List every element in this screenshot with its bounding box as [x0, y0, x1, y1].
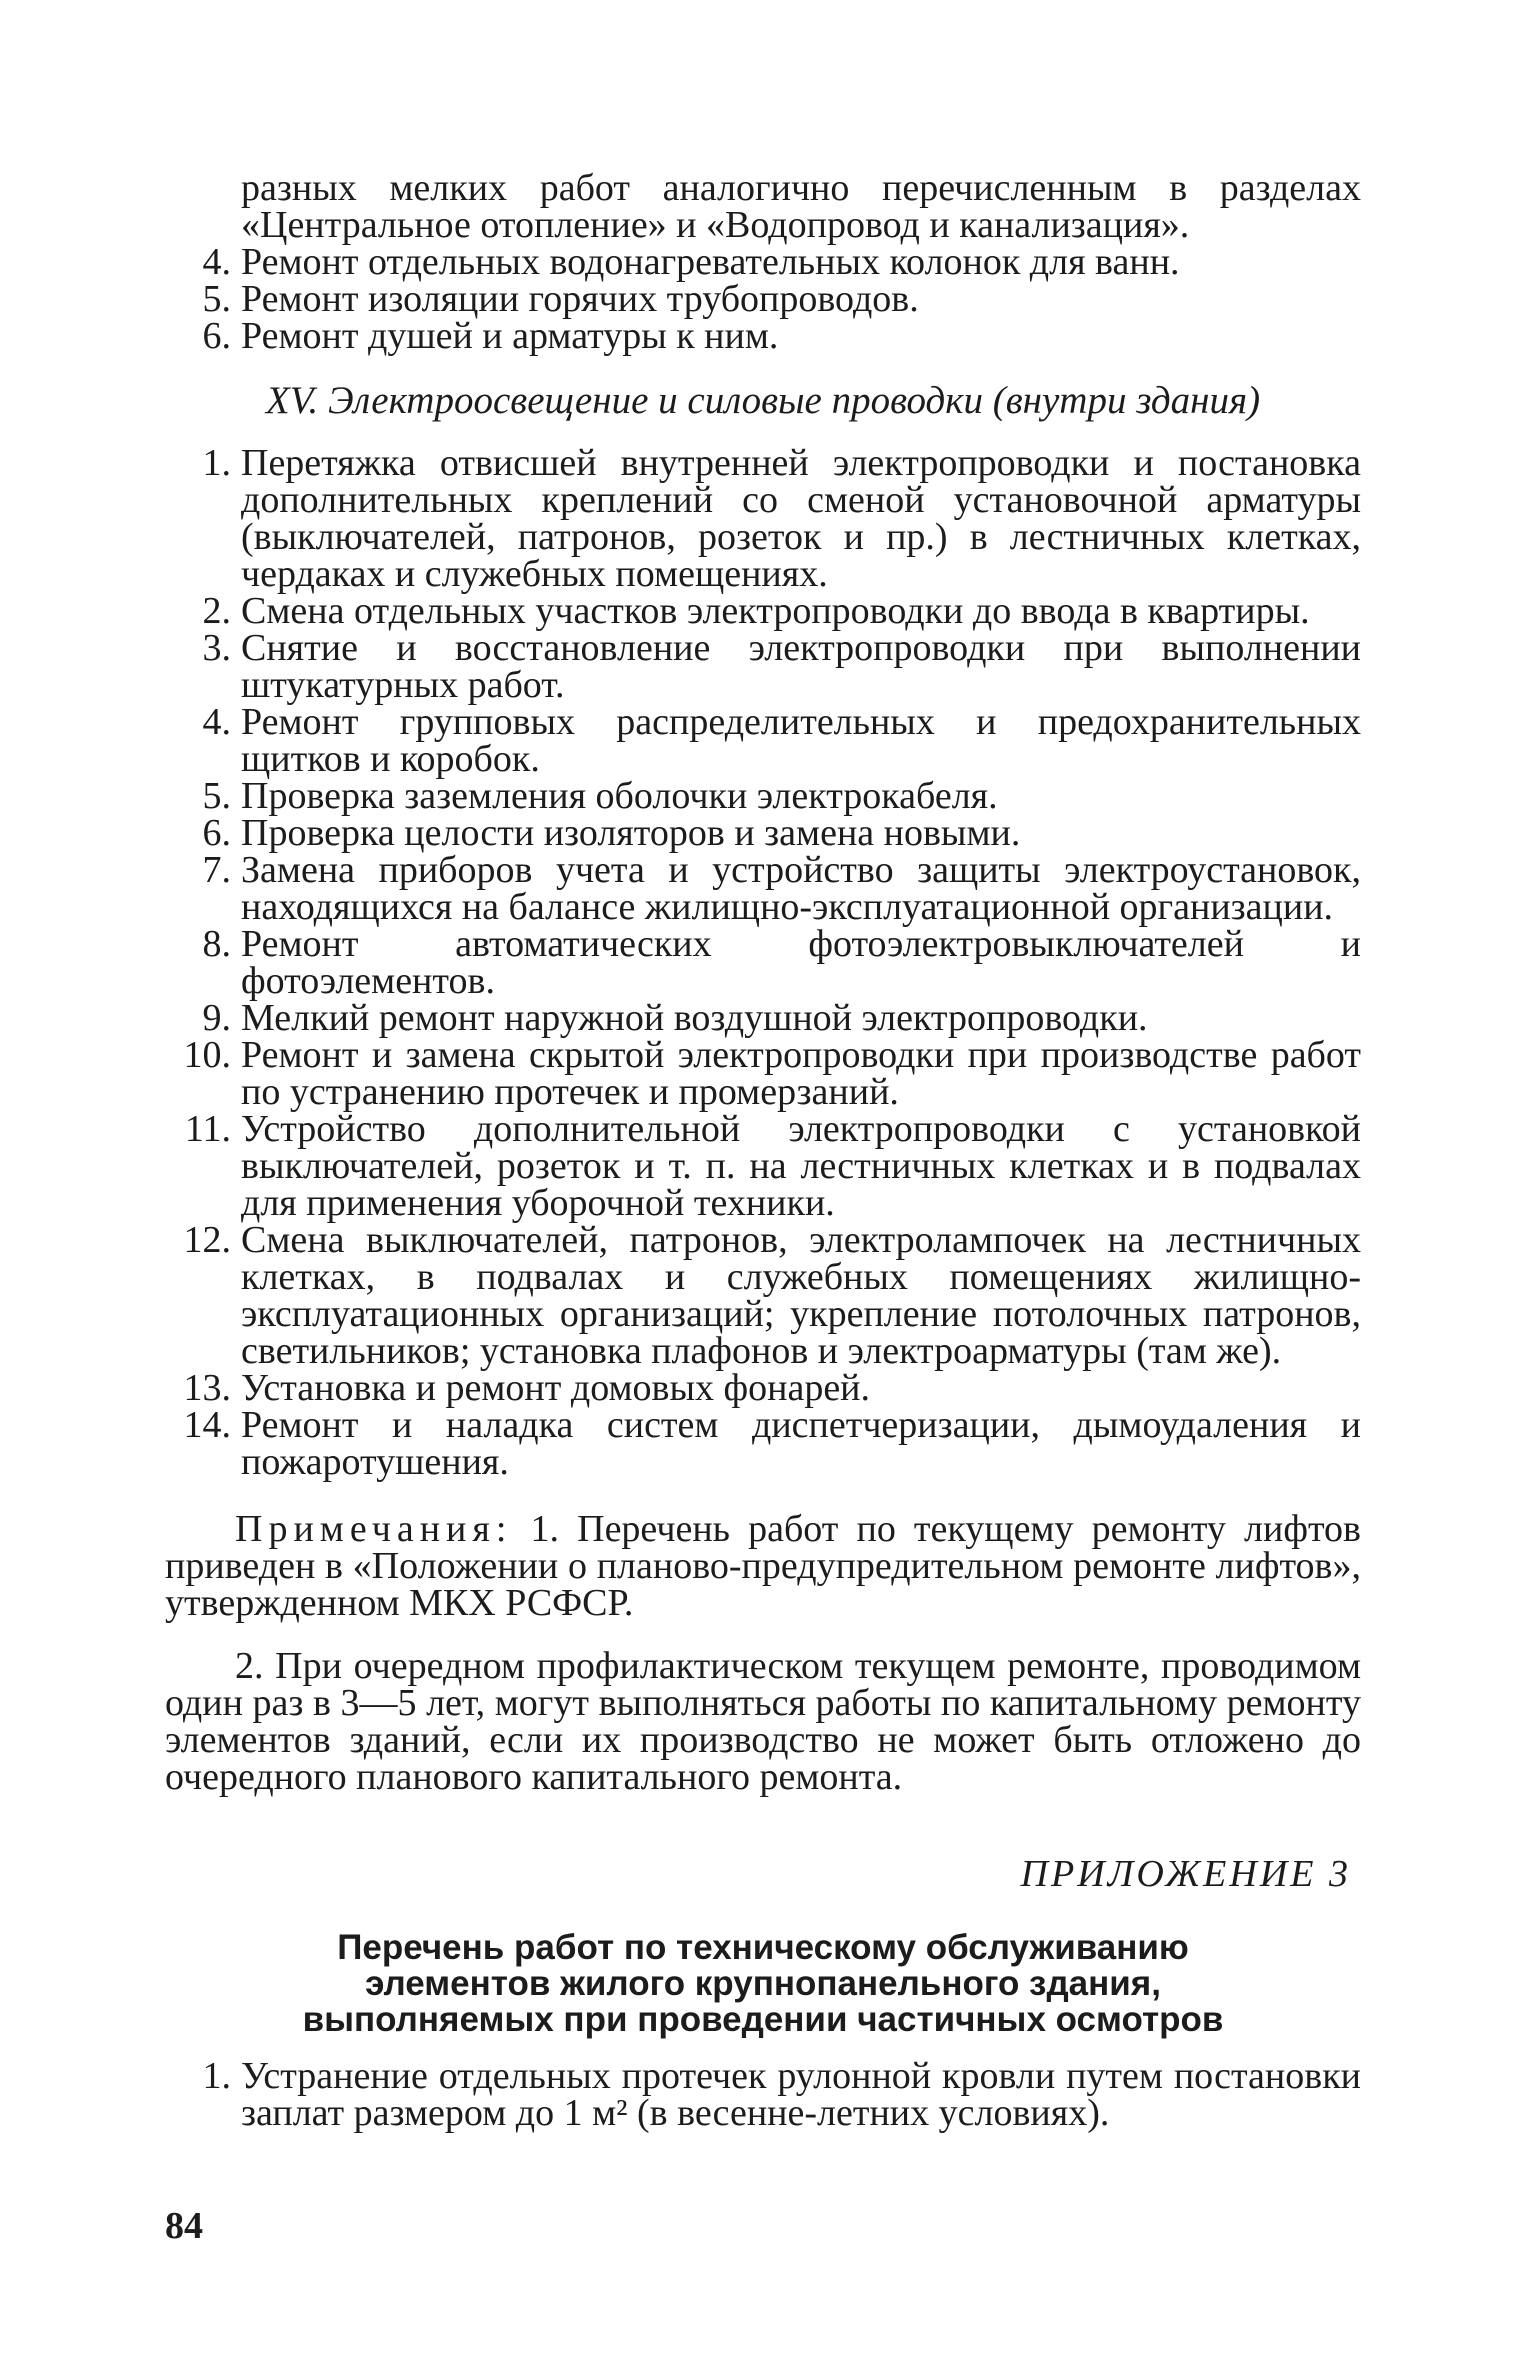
- notes-block: [165, 1508, 1361, 1798]
- list-item: [165, 278, 1361, 320]
- list-item: [165, 1108, 1361, 1224]
- item-text: Перетяжка отвисшей внутренней электропроводки и постановка дополнительных креплений со сменой установочной арматуры (выключателей, патронов, розеток и пр.) в лестничных клетках, чердаках и служебных помещениях.: [241, 442, 1361, 595]
- list-item: [165, 241, 1361, 283]
- item-text: Смена отдельных участков электропроводки до ввода в квартиры.: [241, 590, 1310, 632]
- appendix-label: ПРИЛОЖЕНИЕ 3: [1020, 1853, 1351, 1895]
- item-text: Ремонт отдельных водонагревательных колонок для ванн.: [241, 241, 1180, 283]
- item-number: 8.: [202, 923, 231, 965]
- item-number: 1.: [202, 2055, 231, 2097]
- item-text: Ремонт автоматических фотоэлектровыключателей и фотоэлементов.: [241, 923, 1361, 1002]
- item-text: Ремонт и замена скрытой электропроводки при производстве работ по устранению протечек и промерзаний.: [241, 1034, 1361, 1113]
- list-item: [165, 1404, 1361, 1483]
- list-item: [165, 315, 1361, 357]
- list-item: [165, 1219, 1361, 1372]
- notes-label: Примечания:: [235, 1508, 513, 1550]
- section15-list: [165, 442, 1361, 1483]
- list-item: [165, 775, 1361, 817]
- intro-line: «Центральное отопление» и «Водопровод и канализация».: [241, 204, 1190, 246]
- item-number: 10.: [183, 1034, 231, 1076]
- page-number: 84: [165, 2205, 203, 2247]
- item-text: Устройство дополнительной электропроводки с установкой выключателей, розеток и т. п. на лестничных клетках и в подвалах для применения уборочной техники.: [241, 1108, 1361, 1224]
- item-number: 5.: [202, 278, 231, 320]
- item-number: 14.: [183, 1404, 231, 1446]
- list-item: [165, 1367, 1361, 1409]
- item-text: Проверка заземления оболочки электрокабеля.: [241, 775, 998, 817]
- item-number: 6.: [202, 812, 231, 854]
- item-text: Ремонт и наладка систем диспетчеризации, дымоудаления и пожаротушения.: [241, 1404, 1361, 1483]
- section-heading: XV. Электроосвещение и силовые проводки (внутри здания): [265, 379, 1261, 422]
- page-content: [165, 167, 1361, 2134]
- appendix-title-line: выполняемых при проведении частичных осмотров: [302, 2000, 1224, 2039]
- item-number: 13.: [183, 1367, 231, 1409]
- item-text: Установка и ремонт домовых фонарей.: [241, 1367, 871, 1409]
- intro-line: разных мелких работ аналогично перечисленным в разделах: [241, 167, 1361, 209]
- item-number: 4.: [202, 241, 231, 283]
- item-text: Ремонт групповых распределительных и предохранительных щитков и коробок.: [241, 701, 1361, 780]
- item-text: Проверка целости изоляторов и замена новыми.: [241, 812, 1021, 854]
- item-number: 1.: [202, 442, 231, 484]
- list-item: [165, 849, 1361, 928]
- item-number: 11.: [184, 1108, 231, 1150]
- item-number: 9.: [202, 997, 231, 1039]
- item-number: 2.: [202, 590, 231, 632]
- item-text: Устранение отдельных протечек рулонной кровли путем постановки заплат размером до 1 м² (в весенне-летних условиях).: [241, 2055, 1361, 2134]
- note-1: [165, 1508, 1361, 1624]
- item-number: 5.: [202, 775, 231, 817]
- item-text: Ремонт изоляции горячих трубопроводов.: [241, 278, 919, 320]
- item-number: 12.: [183, 1219, 231, 1261]
- appendix-title-line: элементов жилого крупнопанельного здания,: [365, 1964, 1161, 2003]
- list-item: [165, 812, 1361, 854]
- list-item: [165, 1034, 1361, 1113]
- item-text: Замена приборов учета и устройство защиты электроустановок, находящихся на балансе жилищно-эксплуатационной организации.: [241, 849, 1361, 928]
- item-number: 7.: [202, 849, 231, 891]
- item-number: 6.: [202, 315, 231, 357]
- item-text: Снятие и восстановление электропроводки при выполнении штукатурных работ.: [241, 627, 1361, 706]
- list-item: [165, 923, 1361, 1002]
- list-item: [165, 590, 1361, 632]
- appendix-title: [165, 1930, 1361, 2038]
- list-item: [165, 997, 1361, 1039]
- list-item: [165, 627, 1361, 706]
- section14-tail-list: [165, 241, 1361, 357]
- item-text: Мелкий ремонт наружной воздушной электропроводки.: [241, 997, 1148, 1039]
- note-1-text: 1. Перечень работ по текущему ремонту лифтов приведен в «Положении о планово-предупредительном ремонте лифтов», утвержденном МКХ РСФСР.: [165, 1508, 1361, 1624]
- item-number: 3.: [202, 627, 231, 669]
- appendix-list-item: [165, 2055, 1361, 2134]
- item-text: Ремонт душей и арматуры к ним.: [241, 315, 779, 357]
- list-item: [165, 701, 1361, 780]
- note-2: 2. При очередном профилактическом текущем ремонте, проводимом один раз в 3—5 лет, могут выполняться работы по капитальному ремонту элементов зданий, если их производство не может быть отложено до очередного планового капитального ремонта.: [165, 1645, 1361, 1798]
- appendix-title-line: Перечень работ по техническому обслуживанию: [337, 1928, 1189, 1967]
- list-item: [165, 442, 1361, 595]
- item-number: 4.: [202, 701, 231, 743]
- item-text: Смена выключателей, патронов, электролампочек на лестничных клетках, в подвалах и служебных помещениях жилищно-эксплуатационных организаций; укрепление потолочных патронов, светильников; установка плафонов и электроарматуры (там же).: [241, 1219, 1361, 1372]
